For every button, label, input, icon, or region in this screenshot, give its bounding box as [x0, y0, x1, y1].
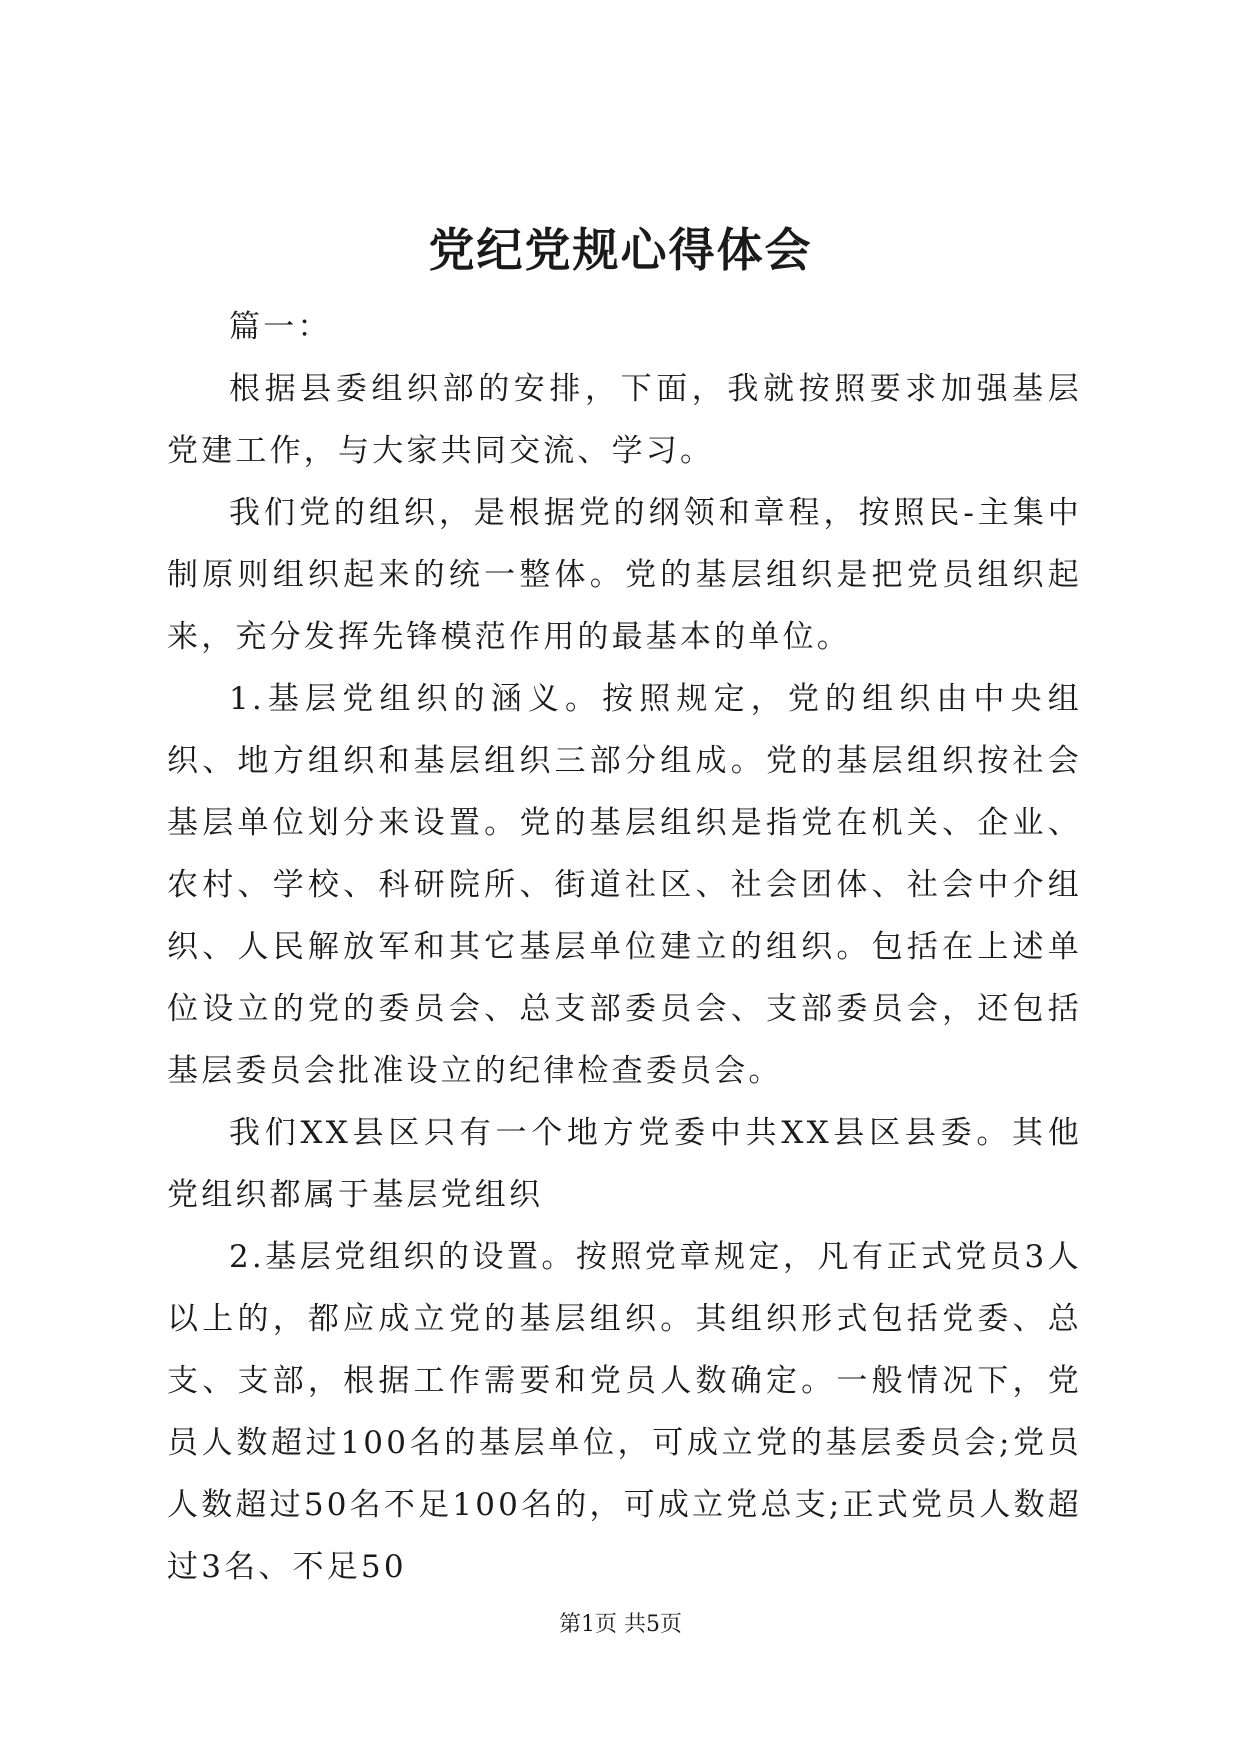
paragraph: 根据县委组织部的安排，下面，我就按照要求加强基层党建工作，与大家共同交流、学习。: [167, 371, 1082, 469]
page-number-footer: 第1页 共5页: [559, 1612, 682, 1637]
paragraph: 我们XX县区只有一个地方党委中共XX县区县委。其他党组织都属于基层党组织: [167, 1115, 1082, 1213]
paragraph: 2.基层党组织的设置。按照党章规定，凡有正式党员3人以上的，都应成立党的基层组织。其组织形式包括党委、总支、支部，根据工作需要和党员人数确定。一般情况下，党员人数超过100名的基层单位，可成立党的基层委员会;党员人数超过50名不足100名的，可成立党总支;正式党员人数超过3名、不足50: [167, 1239, 1082, 1585]
paragraph: 1.基层党组织的涵义。按照规定，党的组织由中央组织、地方组织和基层组织三部分组成。党的基层组织按社会基层单位划分来设置。党的基层组织是指党在机关、企业、农村、学校、科研院所、街道社区、社会团体、社会中介组织、人民解放军和其它基层单位建立的组织。包括在上述单位设立的党的委员会、总支部委员会、支部委员会，还包括基层委员会批准设立的纪律检查委员会。: [167, 681, 1082, 1089]
paragraph: 我们党的组织，是根据党的纲领和章程，按照民-主集中制原则组织起来的统一整体。党的基层组织是把党员组织起来，充分发挥先锋模范作用的最基本的单位。: [167, 495, 1082, 655]
paragraph: 篇一：: [229, 309, 332, 345]
document-title: 党纪党规心得体会: [428, 223, 813, 277]
document-body: [167, 296, 1082, 1598]
